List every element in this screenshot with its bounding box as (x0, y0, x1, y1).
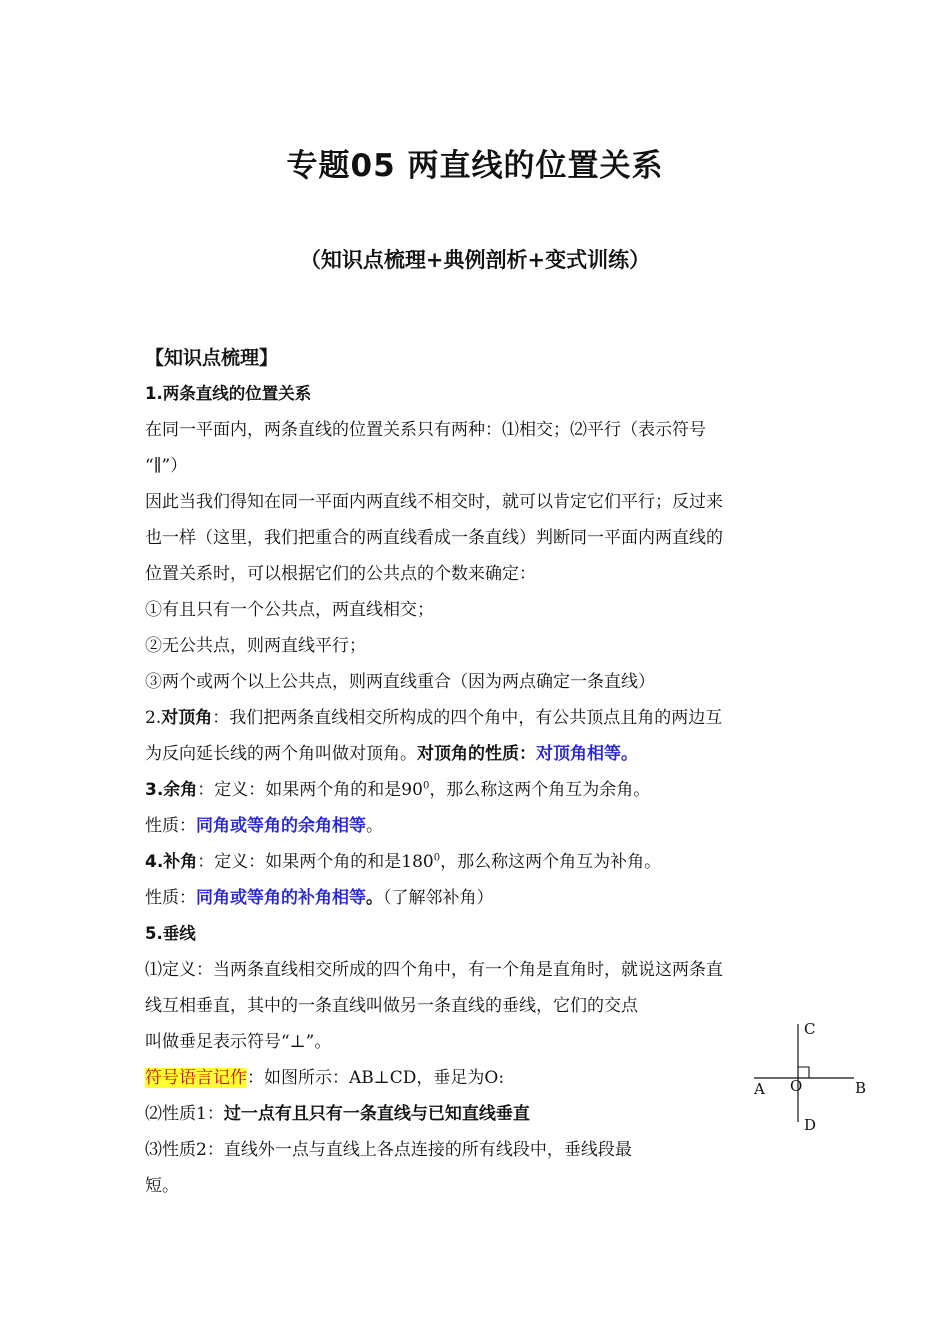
para-perp-prop-2b: 短。 (145, 1176, 179, 1196)
vertical-angle-def-b: 为反向延长线的两个角叫做对顶角。 (145, 744, 417, 764)
page-title: 专题05 两直线的位置关系 (286, 148, 664, 184)
notation-text: ：如图所示：AB⊥CD，垂足为O: (247, 1068, 505, 1088)
supplement-def-pre: ：定义：如果两个角的和是180 (197, 852, 434, 872)
para-complement-prop (145, 808, 810, 844)
vertical-angle-prop-label: 对顶角的性质： (417, 744, 536, 764)
para-perp-def-1: ⑴定义：当两条直线相交所成的四个角中，有一个角是直角时，就说这两条直 (145, 960, 723, 980)
label-o: O (790, 1077, 803, 1095)
para-vertical-angle-a (145, 700, 810, 736)
vertical-angle-prop-value: 对顶角相等。 (536, 744, 638, 764)
para-relation-1b: “∥”） (145, 456, 188, 476)
para-relation-1: 在同一平面内，两条直线的位置关系只有两种：⑴相交；⑵平行（表示符号 (145, 420, 706, 440)
supplement-def-post: ，那么称这两个角互为补角。 (440, 852, 662, 872)
heading-line-relation: 1.两条直线的位置关系 (145, 384, 312, 403)
complement-term: 3.余角 (145, 780, 198, 800)
complement-prop-label: 性质： (145, 816, 196, 836)
heading-perpendicular: 5.垂线 (145, 924, 196, 943)
complement-degree-sup: 0 (422, 780, 430, 792)
label-b: B (855, 1079, 867, 1097)
para-vertical-angle-b (145, 736, 810, 772)
vertical-angle-def-a: ：我们把两条直线相交所构成的四个角中，有公共顶点且角的两边互 (212, 708, 723, 728)
para-relation-2b: 也一样（这里，我们把重合的两直线看成一条直线）判断同一平面内两直线的 (145, 528, 723, 548)
supplement-note: （了解邻补角） (383, 888, 494, 908)
complement-def-post: ，那么称这两个角互为余角。 (429, 780, 651, 800)
section-header: 【知识点梳理】 (145, 347, 279, 369)
supplement-degree-sup: 0 (433, 852, 441, 864)
para-relation-2c: 位置关系时，可以根据它们的公共点的个数来确定： (145, 564, 536, 584)
label-d: D (804, 1116, 817, 1134)
para-perp-def-3: 叫做垂足表示符号“⊥”。 (145, 1032, 332, 1052)
perp-prop1-value: 过一点有且只有一条直线与已知直线垂直 (223, 1104, 530, 1124)
notation-highlight: 符号语言记作 (145, 1068, 247, 1088)
page-subtitle: （知识点梳理+典例剖析+变式训练） (299, 247, 651, 272)
list-item-parallel: ②无公共点，则两直线平行； (145, 636, 366, 656)
supplement-term: 4.补角 (145, 852, 198, 872)
label-a: A (754, 1080, 765, 1098)
para-relation-2a: 因此当我们得知在同一平面内两直线不相交时，就可以肯定它们平行；反过来 (145, 492, 723, 512)
para-perp-prop-2a: ⑶性质2：直线外一点与直线上各点连接的所有线段中，垂线段最 (145, 1140, 632, 1160)
complement-prop-value: 同角或等角的余角相等 (196, 816, 366, 836)
perpendicular-figure (748, 1018, 878, 1138)
vertical-angle-term: 对顶角 (161, 708, 213, 728)
para-supplement-def (145, 844, 810, 880)
complement-prop-end: 。 (366, 816, 383, 836)
perp-prop1-label: ⑵性质1： (145, 1104, 224, 1124)
document-body (145, 340, 810, 1204)
para-perp-def-2: 线互相垂直，其中的一条直线叫做另一条直线的垂线，它们的交点 (145, 996, 638, 1016)
para-supplement-prop (145, 880, 810, 916)
complement-def-pre: ：定义：如果两个角的和是90 (197, 780, 423, 800)
label-c: C (804, 1020, 816, 1038)
supplement-prop-end: 。 (366, 888, 383, 908)
para-perp-prop-1 (145, 1096, 810, 1132)
list-item-coincide: ③两个或两个以上公共点，则两直线重合（因为两点确定一条直线） (145, 672, 655, 692)
supplement-prop-value: 同角或等角的补角相等 (196, 888, 366, 908)
para-complement-def (145, 772, 810, 808)
para-perp-notation (145, 1060, 810, 1096)
vertical-angle-num: 2. (145, 708, 162, 728)
list-item-intersect: ①有且只有一个公共点，两直线相交； (145, 600, 434, 620)
supplement-prop-label: 性质： (145, 888, 196, 908)
